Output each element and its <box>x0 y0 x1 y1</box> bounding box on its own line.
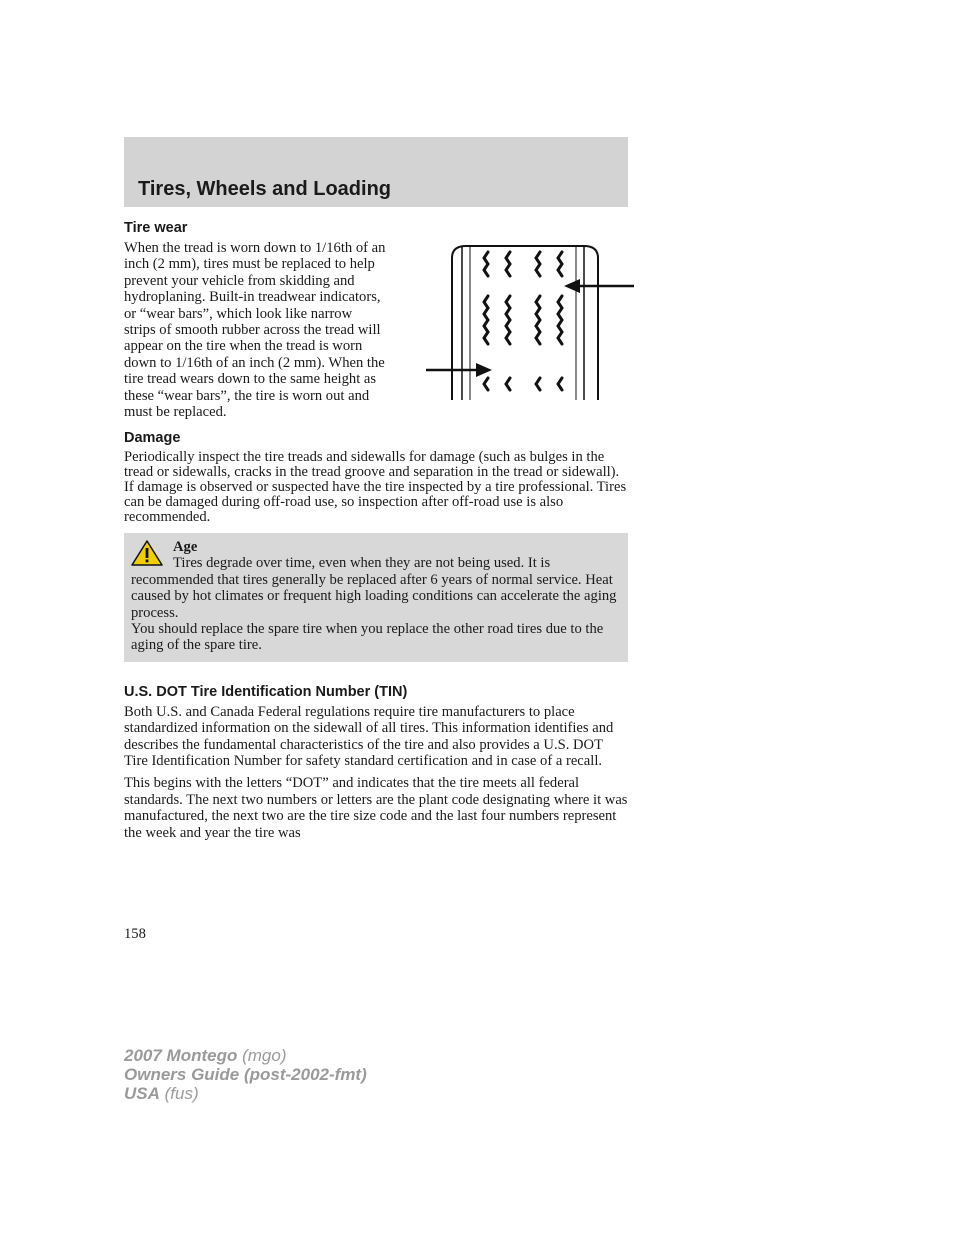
footer-model-code: (mgo) <box>242 1046 287 1065</box>
warning-title: Age <box>173 539 198 555</box>
warning-text-2: You should replace the spare tire when you replace the other road tires due to the aging of the spare tire. <box>131 621 604 654</box>
tin-text-1: Both U.S. and Canada Federal regulations require tire manufacturers to place standardized information on the sidewall of all tires. This information identifies and describes the fundamental characteristics of the tire and also provides a U.S. DOT Tire Identification Number for safety standard certification and in case of a recall. <box>124 703 614 770</box>
section-title: Tires, Wheels and Loading <box>138 178 392 200</box>
tin-heading: U.S. DOT Tire Identification Number (TIN) <box>124 683 408 700</box>
section-header <box>124 137 628 207</box>
page-content <box>124 220 628 847</box>
warning-text-1: Tires degrade over time, even when they are not being used. It is recommended that tires generally be replaced after 6 years of normal service. Heat caused by hot climates or frequent high loading conditions can accelerate the aging process. <box>131 555 617 621</box>
footer-market-code: (fus) <box>164 1084 199 1103</box>
footer-line-2 <box>124 1065 367 1084</box>
footer-model: 2007 Montego <box>124 1046 238 1065</box>
document-footer <box>124 1046 367 1103</box>
age-warning-box <box>124 533 628 662</box>
footer-line-1 <box>124 1046 367 1065</box>
damage-heading: Damage <box>124 430 181 447</box>
warning-triangle-icon <box>131 539 163 567</box>
tire-wear-text: When the tread is worn down to 1/16th of an inch (2 mm), tires must be replaced to help prevent your vehicle from skidding and hydroplaning. Built-in treadwear indicators, or “wear bars”, which look like narrow strips of smooth rubber across the tread will appear on the tire when the tread is worn down to 1/16th of an inch (2 mm). When the tire tread wears down to the same height as these “wear bars”, the tire is worn out and must be replaced. <box>124 240 386 421</box>
tire-tread-wear-bar-diagram <box>386 240 638 402</box>
footer-guide: Owners Guide (post-2002-fmt) <box>124 1065 367 1084</box>
damage-text: Periodically inspect the tire treads and sidewalls for damage (such as bulges in the tread or sidewalls, cracks in the tread groove and separation in the tread or sidewall). If damage is observed or suspected have the tire inspected by a tire professional. Tires can be damaged during off-road use, so inspection after off-road use is also recommended. <box>124 449 627 526</box>
tin-text-2: This begins with the letters “DOT” and indicates that the tire meets all federal standards. The next two numbers or letters are the plant code designating where it was manufactured, the next two are the tire size code and the last four numbers represent the week and year the tire was <box>124 775 628 841</box>
footer-market: USA <box>124 1084 160 1103</box>
tire-wear-heading: Tire wear <box>124 220 188 236</box>
footer-line-3 <box>124 1084 367 1103</box>
page-number: 158 <box>124 926 146 942</box>
